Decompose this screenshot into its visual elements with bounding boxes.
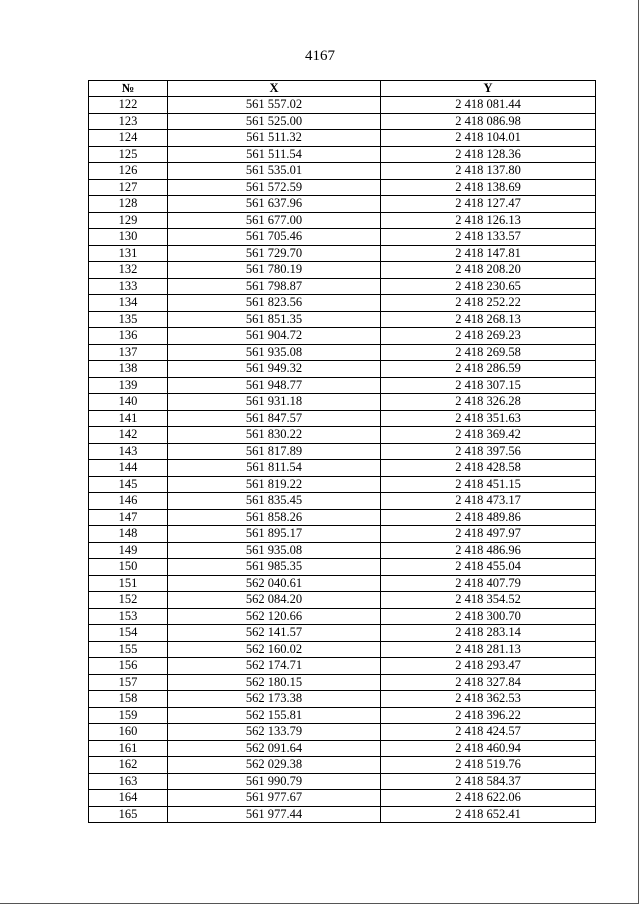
column-header-y: Y [381, 81, 596, 97]
coordinates-table [88, 80, 596, 823]
cell-x: 561 823.56 [168, 295, 381, 312]
table-row [89, 476, 596, 493]
table-row [89, 625, 596, 642]
cell-number: 153 [89, 608, 168, 625]
cell-x: 561 817.89 [168, 443, 381, 460]
cell-y: 2 418 397.56 [381, 443, 596, 460]
cell-x: 561 935.08 [168, 344, 381, 361]
table-row [89, 707, 596, 724]
cell-number: 150 [89, 559, 168, 576]
cell-y: 2 418 622.06 [381, 790, 596, 807]
cell-number: 127 [89, 179, 168, 196]
cell-x: 561 811.54 [168, 460, 381, 477]
cell-y: 2 418 269.23 [381, 328, 596, 345]
cell-y: 2 418 127.47 [381, 196, 596, 213]
cell-number: 124 [89, 130, 168, 147]
table-row [89, 130, 596, 147]
cell-x: 561 858.26 [168, 509, 381, 526]
table-header-row [89, 81, 596, 97]
cell-y: 2 418 138.69 [381, 179, 596, 196]
table-row [89, 691, 596, 708]
table-row [89, 361, 596, 378]
table-row [89, 658, 596, 675]
table-row [89, 493, 596, 510]
cell-number: 131 [89, 245, 168, 262]
table-row [89, 179, 596, 196]
cell-y: 2 418 286.59 [381, 361, 596, 378]
cell-y: 2 418 137.80 [381, 163, 596, 180]
cell-number: 128 [89, 196, 168, 213]
page-number: 4167 [305, 48, 335, 64]
cell-y: 2 418 126.13 [381, 212, 596, 229]
table-row [89, 97, 596, 114]
cell-number: 140 [89, 394, 168, 411]
cell-y: 2 418 451.15 [381, 476, 596, 493]
cell-number: 164 [89, 790, 168, 807]
cell-x: 561 677.00 [168, 212, 381, 229]
cell-y: 2 418 351.63 [381, 410, 596, 427]
table-row [89, 328, 596, 345]
table-row [89, 394, 596, 411]
cell-y: 2 418 300.70 [381, 608, 596, 625]
table-row [89, 608, 596, 625]
cell-y: 2 418 293.47 [381, 658, 596, 675]
cell-number: 151 [89, 575, 168, 592]
cell-y: 2 418 362.53 [381, 691, 596, 708]
cell-number: 123 [89, 113, 168, 130]
cell-x: 561 705.46 [168, 229, 381, 246]
cell-number: 144 [89, 460, 168, 477]
cell-y: 2 418 652.41 [381, 806, 596, 823]
cell-x: 562 141.57 [168, 625, 381, 642]
cell-number: 136 [89, 328, 168, 345]
cell-y: 2 418 473.17 [381, 493, 596, 510]
table-row [89, 146, 596, 163]
table-row [89, 559, 596, 576]
table-row [89, 575, 596, 592]
cell-number: 132 [89, 262, 168, 279]
cell-y: 2 418 268.13 [381, 311, 596, 328]
cell-number: 130 [89, 229, 168, 246]
cell-x: 561 948.77 [168, 377, 381, 394]
table-row [89, 773, 596, 790]
cell-number: 125 [89, 146, 168, 163]
cell-x: 562 180.15 [168, 674, 381, 691]
table-row [89, 526, 596, 543]
table-row [89, 790, 596, 807]
table-row [89, 377, 596, 394]
cell-x: 561 830.22 [168, 427, 381, 444]
cell-x: 561 895.17 [168, 526, 381, 543]
cell-y: 2 418 407.79 [381, 575, 596, 592]
cell-y: 2 418 128.36 [381, 146, 596, 163]
table-row [89, 724, 596, 741]
cell-number: 157 [89, 674, 168, 691]
cell-y: 2 418 327.84 [381, 674, 596, 691]
cell-number: 155 [89, 641, 168, 658]
cell-y: 2 418 269.58 [381, 344, 596, 361]
cell-number: 154 [89, 625, 168, 642]
cell-number: 139 [89, 377, 168, 394]
cell-y: 2 418 369.42 [381, 427, 596, 444]
cell-number: 149 [89, 542, 168, 559]
cell-y: 2 418 396.22 [381, 707, 596, 724]
cell-y: 2 418 326.28 [381, 394, 596, 411]
cell-y: 2 418 519.76 [381, 757, 596, 774]
table-row [89, 262, 596, 279]
cell-y: 2 418 147.81 [381, 245, 596, 262]
cell-y: 2 418 497.97 [381, 526, 596, 543]
cell-y: 2 418 486.96 [381, 542, 596, 559]
cell-x: 562 120.66 [168, 608, 381, 625]
cell-y: 2 418 428.58 [381, 460, 596, 477]
column-header-x: X [168, 81, 381, 97]
cell-number: 162 [89, 757, 168, 774]
cell-number: 147 [89, 509, 168, 526]
cell-number: 122 [89, 97, 168, 114]
cell-x: 561 847.57 [168, 410, 381, 427]
table-row [89, 278, 596, 295]
table-row [89, 740, 596, 757]
cell-number: 163 [89, 773, 168, 790]
cell-x: 561 851.35 [168, 311, 381, 328]
cell-y: 2 418 307.15 [381, 377, 596, 394]
cell-y: 2 418 281.13 [381, 641, 596, 658]
cell-number: 148 [89, 526, 168, 543]
cell-number: 126 [89, 163, 168, 180]
cell-number: 159 [89, 707, 168, 724]
table-row [89, 245, 596, 262]
cell-x: 562 040.61 [168, 575, 381, 592]
cell-y: 2 418 104.01 [381, 130, 596, 147]
cell-number: 158 [89, 691, 168, 708]
cell-y: 2 418 584.37 [381, 773, 596, 790]
cell-x: 561 557.02 [168, 97, 381, 114]
cell-x: 561 511.54 [168, 146, 381, 163]
table-row [89, 113, 596, 130]
cell-x: 561 525.00 [168, 113, 381, 130]
cell-x: 561 572.59 [168, 179, 381, 196]
cell-number: 134 [89, 295, 168, 312]
table-row [89, 344, 596, 361]
table-row [89, 212, 596, 229]
table-row [89, 674, 596, 691]
cell-number: 138 [89, 361, 168, 378]
cell-x: 561 729.70 [168, 245, 381, 262]
cell-x: 561 949.32 [168, 361, 381, 378]
cell-x: 561 904.72 [168, 328, 381, 345]
cell-x: 561 780.19 [168, 262, 381, 279]
cell-number: 165 [89, 806, 168, 823]
cell-x: 562 084.20 [168, 592, 381, 609]
cell-x: 561 931.18 [168, 394, 381, 411]
table-row [89, 311, 596, 328]
cell-number: 142 [89, 427, 168, 444]
cell-x: 562 173.38 [168, 691, 381, 708]
table-row [89, 427, 596, 444]
cell-number: 156 [89, 658, 168, 675]
table-row [89, 196, 596, 213]
table-row [89, 509, 596, 526]
cell-number: 152 [89, 592, 168, 609]
cell-number: 133 [89, 278, 168, 295]
cell-y: 2 418 455.04 [381, 559, 596, 576]
cell-y: 2 418 086.98 [381, 113, 596, 130]
table-row [89, 410, 596, 427]
cell-x: 561 835.45 [168, 493, 381, 510]
cell-x: 561 535.01 [168, 163, 381, 180]
table-row [89, 460, 596, 477]
cell-x: 562 029.38 [168, 757, 381, 774]
cell-y: 2 418 230.65 [381, 278, 596, 295]
column-header-number: № [89, 81, 168, 97]
cell-y: 2 418 133.57 [381, 229, 596, 246]
cell-number: 143 [89, 443, 168, 460]
cell-y: 2 418 354.52 [381, 592, 596, 609]
cell-number: 145 [89, 476, 168, 493]
cell-x: 561 637.96 [168, 196, 381, 213]
table-row [89, 806, 596, 823]
cell-y: 2 418 489.86 [381, 509, 596, 526]
table-row [89, 641, 596, 658]
cell-x: 561 819.22 [168, 476, 381, 493]
cell-x: 561 511.32 [168, 130, 381, 147]
cell-x: 561 985.35 [168, 559, 381, 576]
cell-number: 129 [89, 212, 168, 229]
cell-y: 2 418 252.22 [381, 295, 596, 312]
cell-y: 2 418 424.57 [381, 724, 596, 741]
table-row [89, 229, 596, 246]
cell-y: 2 418 460.94 [381, 740, 596, 757]
table-row [89, 592, 596, 609]
table-row [89, 295, 596, 312]
table-row [89, 163, 596, 180]
cell-x: 562 133.79 [168, 724, 381, 741]
cell-x: 561 990.79 [168, 773, 381, 790]
cell-number: 141 [89, 410, 168, 427]
cell-number: 161 [89, 740, 168, 757]
cell-x: 562 091.64 [168, 740, 381, 757]
cell-y: 2 418 081.44 [381, 97, 596, 114]
cell-x: 561 798.87 [168, 278, 381, 295]
cell-x: 562 174.71 [168, 658, 381, 675]
table-row [89, 542, 596, 559]
cell-y: 2 418 283.14 [381, 625, 596, 642]
cell-x: 561 935.08 [168, 542, 381, 559]
table-row [89, 443, 596, 460]
table-body [89, 97, 596, 823]
cell-number: 146 [89, 493, 168, 510]
cell-y: 2 418 208.20 [381, 262, 596, 279]
table-row [89, 757, 596, 774]
cell-x: 561 977.67 [168, 790, 381, 807]
cell-x: 562 155.81 [168, 707, 381, 724]
cell-x: 562 160.02 [168, 641, 381, 658]
cell-number: 137 [89, 344, 168, 361]
cell-x: 561 977.44 [168, 806, 381, 823]
cell-number: 135 [89, 311, 168, 328]
cell-number: 160 [89, 724, 168, 741]
